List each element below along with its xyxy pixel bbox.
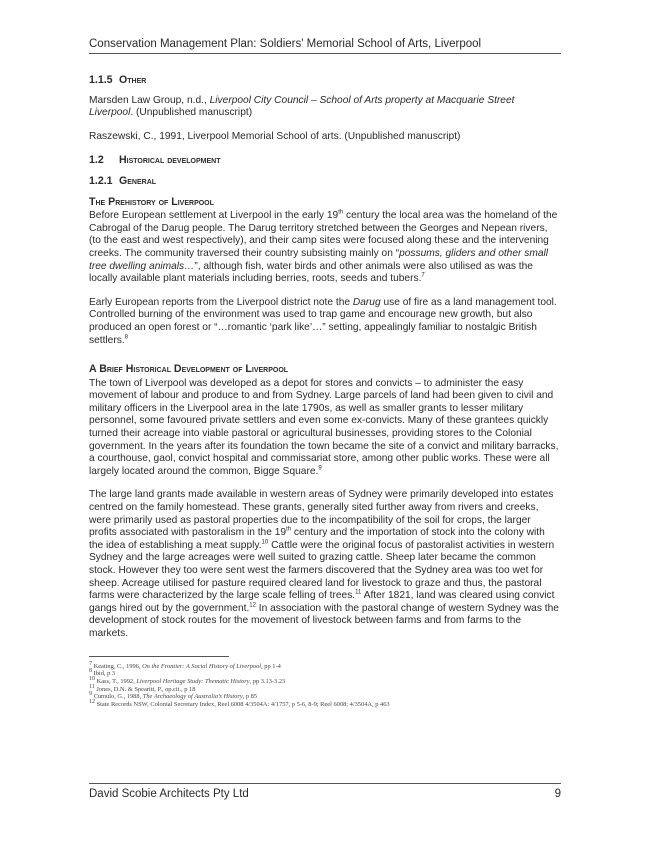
page-number: 9 — [554, 788, 561, 800]
paragraph-fire-management: Early European reports from the Liverpool district note the Darug use of fire as a land management tool. Controlled burning of the environment was used to trap game and encourage new growth, but also produced an open forest or “…romantic ‘park like’…” setting, appealingly familiar to nostalgic British settlers.$^8$ — [89, 296, 557, 346]
footnote-ref[interactable]: 10 — [261, 539, 269, 546]
footnote-ref[interactable]: 11 — [355, 589, 362, 596]
reference-marsden: Marsden Law Group, n.d., Liverpool City Council – School of Arts property at Macquarie Street Liverpool. (Unpublished manuscript) — [89, 94, 515, 119]
footnote: $^{12}$ State Records NSW, Colonial Secretary Index, Reel 6008 4/3504A: 4/1757, p 5-6, 8-9; Reel 6008; 4/3504A, p 463 — [89, 698, 390, 709]
page-body — [89, 74, 561, 709]
footnote: $^8$ Ibid, p 3 — [89, 668, 116, 678]
running-header: Conservation Management Plan: Soldiers' Memorial School of Arts, Liverpool — [89, 38, 561, 54]
footnote-divider — [89, 656, 229, 657]
footer-company: David Scobie Architects Pty Ltd — [89, 788, 249, 800]
paragraph-town-development: The town of Liverpool was developed as a depot for stores and convicts – to administer the easy movement of labour and produce to and from Sydney. Large parcels of land had been given to civil and military officers in the Liverpool area in the late 1790s, as well as smaller grants to lesser military personnel, some favoured private settlers and even some ex-convicts. Many of these grantees quickly turned their acreage into viable pastoral or agricultural businesses, providing stores to the Colonial government. In the years after its foundation the town became the site of a convict and military barracks, a courthouse, gaol, convict hospital and commissariat store, among other public works. These were all largely located around the common, Bigge Square.$^9$ — [89, 377, 559, 477]
footnote-ref[interactable]: 8 — [124, 334, 129, 341]
section-heading-1-2-1: 1.2.1 General — [89, 174, 157, 187]
footnote: $^9$ Cumulo, G., 1988, The Archaeology of Australia’s History, p 85 — [89, 691, 258, 701]
footnote-ref[interactable]: 12 — [249, 602, 256, 609]
footnote: $^{10}$ Kass, T., 1992, Liverpool Heritage Study: Thematic History, pp 3.13-3.23 — [89, 675, 286, 685]
footnote-ref[interactable]: 7 — [421, 272, 425, 279]
section-heading-1-2: 1.2 Historical development — [89, 154, 221, 167]
footnote-ref[interactable]: 9 — [318, 465, 322, 472]
paragraph-land-grants: The large land grants made available in western areas of Sydney were primarily developed into estates centred on the family homestead. These grants, generally sited further away from rivers and creeks, were primarily used as pastoral properties due to the incompatibility of the soil for crops, the larger profits associated with pastoralism in the 19th century and the importation of stock into the colony with the idea of establishing a meat supply.$^{10}$ Cattle were the original focus of pastoralist activities in western Sydney and the large acreages were well suited to grazing cattle. Sheep later became the common stock. However they too were sent west the farmers discovered that the Sydney area was too wet for sheep. Acreage utilised for pasture required cleared land for livestock to graze and thus, the pastoral farms were characterized by the large scale felling of trees.$^{11}$ After 1821, land was cleared using convict gangs hired out by the government.$^{12}$ In association with the pastoral change of western Sydney was the development of stock routes for the movement of livestock between farms and from farms to the markets. — [89, 489, 559, 639]
section-heading-1-1-5: 1.1.5 Other — [89, 74, 147, 86]
subheading-brief-history: A Brief Historical Development of Liverpool — [89, 363, 289, 376]
footnote: $^7$ Keating, C., 1996, On the Frontier: A Social History of Liverpool, pp 1-4 — [89, 660, 281, 670]
subheading-prehistory: The Prehistory of Liverpool — [89, 195, 214, 208]
paragraph-prehistory: Before European settlement at Liverpool in the early 19th century the local area was the homeland of the Cabrogal of the Darug people. The Darug territory stretched between the Georges and Nepean rivers, (to the east and west respectively), and their camp sites were focused along these and the intervening creeks. The community traversed their country subsisting mainly on “possums, gliders and other small tree dwelling animals…”, although fish, water birds and other animals were also utilised as was the locally available plant materials including berries, roots, seeds and tubers.$^7$ — [89, 209, 558, 285]
footnotes — [89, 660, 561, 709]
reference-raszewski: Raszewski, C., 1991, Liverpool Memorial School of arts. (Unpublished manuscript) — [89, 130, 461, 142]
footnote: $^{11}$ Jones, D.N. & Spearitt, P., op.cit., p 18 — [89, 683, 196, 693]
running-footer — [89, 783, 561, 800]
